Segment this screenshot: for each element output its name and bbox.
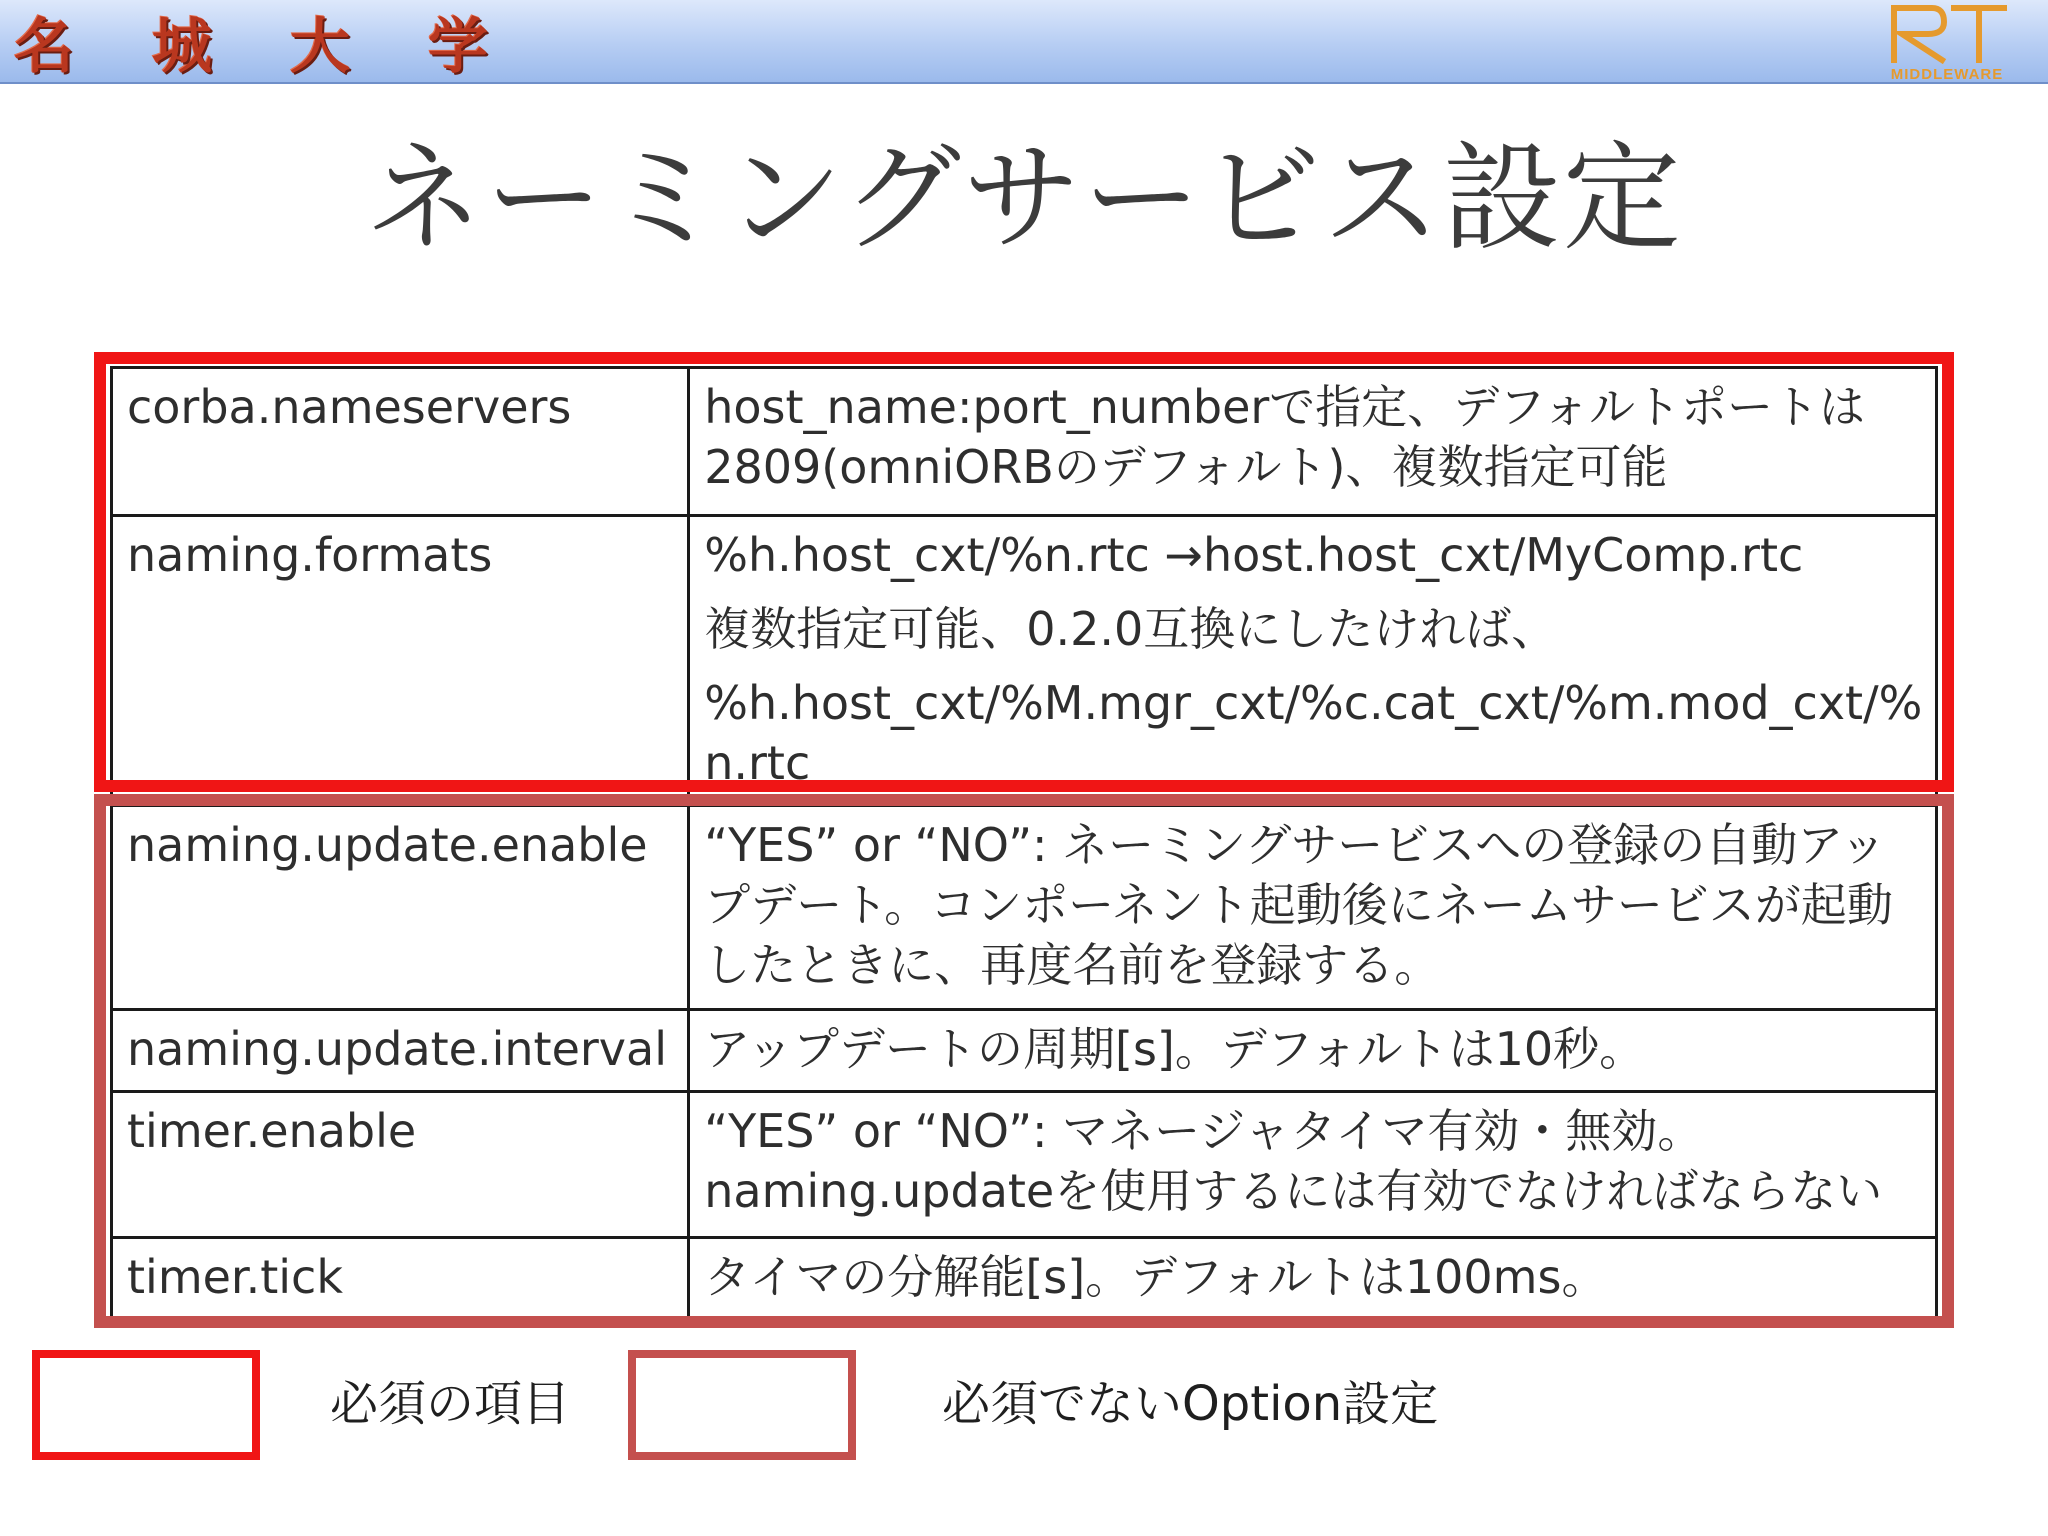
setting-value xyxy=(689,1092,1937,1238)
value-line: n.rtc xyxy=(704,736,811,790)
logo-char: 学 xyxy=(428,12,488,82)
logo-char: 城 xyxy=(152,12,212,82)
legend-optional-swatch xyxy=(628,1350,856,1460)
setting-value xyxy=(689,806,1937,1010)
table-row xyxy=(112,1010,1937,1092)
value-line: %h.host_cxt/%n.rtc →host.host_cxt/MyComp.rtc xyxy=(704,528,1804,582)
setting-key: naming.update.interval xyxy=(112,1010,689,1092)
value-line: アップデートの周期[s]。デフォルトは10秒。 xyxy=(704,1022,1646,1076)
value-line: 複数指定可能、0.2.0互換にしたければ、 xyxy=(704,602,1558,656)
setting-value xyxy=(689,1010,1937,1092)
legend-optional-label: 必須でないOption設定 xyxy=(942,1376,1439,1432)
legend-required-label: 必須の項目 xyxy=(330,1376,571,1432)
value-line: naming.updateを使用するには有効でなければならない xyxy=(704,1164,1883,1218)
setting-key: timer.enable xyxy=(112,1092,689,1238)
value-line: したときに、再度名前を登録する。 xyxy=(704,938,1441,992)
rt-logo-icon xyxy=(1872,0,2022,66)
table-row xyxy=(112,806,1937,1010)
value-line: 2809(omniORBのデフォルト)、複数指定可能 xyxy=(704,440,1668,494)
table-row xyxy=(112,516,1937,806)
value-line: %h.host_cxt/%M.mgr_cxt/%c.cat_cxt/%m.mod_cxt/% xyxy=(704,676,1923,730)
header-bar xyxy=(0,0,2048,84)
value-line: タイマの分解能[s]。デフォルトは100ms。 xyxy=(704,1250,1608,1304)
value-line: “YES” or “NO”: ネーミングサービスへの登録の自動アッ xyxy=(704,818,1887,872)
setting-key: naming.formats xyxy=(112,516,689,806)
setting-value xyxy=(689,1238,1937,1322)
page-title: ネーミングサービス設定 xyxy=(365,129,1683,267)
value-line: プデート。コンポーネント起動後にネームサービスが起動 xyxy=(704,878,1893,932)
setting-value xyxy=(689,516,1937,806)
setting-value xyxy=(689,368,1937,516)
table-row xyxy=(112,1238,1937,1322)
logo-char: 大 xyxy=(290,12,350,82)
value-line: “YES” or “NO”: マネージャタイマ有効・無効。 xyxy=(704,1104,1704,1158)
university-logo xyxy=(14,4,566,80)
setting-key: corba.nameservers xyxy=(112,368,689,516)
value-line: host_name:port_numberで指定、デフォルトポートは xyxy=(704,380,1866,434)
settings-table xyxy=(110,366,1938,1323)
legend-required-swatch xyxy=(32,1350,260,1460)
setting-key: naming.update.enable xyxy=(112,806,689,1010)
rt-middleware-logo xyxy=(1872,0,2022,84)
rt-logo-text: MIDDLEWARE xyxy=(1890,66,2004,83)
table-row xyxy=(112,368,1937,516)
logo-char: 名 xyxy=(14,12,74,82)
setting-key: timer.tick xyxy=(112,1238,689,1322)
table-row xyxy=(112,1092,1937,1238)
